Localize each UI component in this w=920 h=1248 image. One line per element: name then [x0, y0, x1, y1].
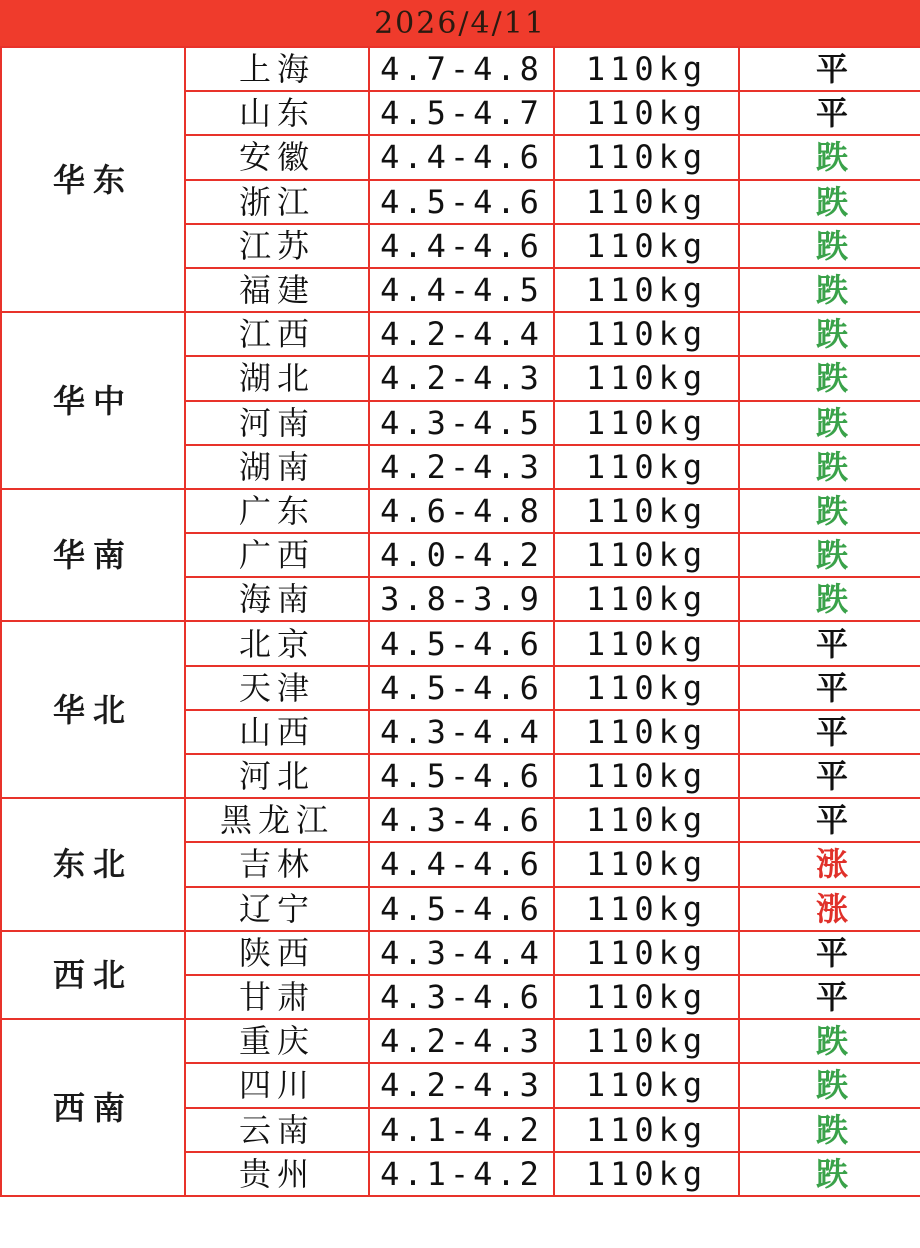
province-cell: 辽宁	[185, 887, 369, 931]
price-range-cell: 4.0-4.2	[369, 533, 554, 577]
province-cell: 浙江	[185, 180, 369, 224]
trend-cell: 涨	[739, 887, 920, 931]
province-cell: 重庆	[185, 1019, 369, 1063]
weight-cell: 110kg	[554, 135, 739, 179]
province-cell: 山东	[185, 91, 369, 135]
trend-cell: 平	[739, 754, 920, 798]
table-row	[1, 1019, 920, 1063]
price-range-cell: 4.3-4.5	[369, 401, 554, 445]
weight-cell: 110kg	[554, 1019, 739, 1063]
region-cell: 西北	[1, 931, 185, 1019]
trend-cell: 跌	[739, 489, 920, 533]
trend-cell: 跌	[739, 533, 920, 577]
province-cell: 山西	[185, 710, 369, 754]
price-range-cell: 4.5-4.6	[369, 180, 554, 224]
trend-cell: 跌	[739, 1152, 920, 1196]
price-range-cell: 4.3-4.6	[369, 798, 554, 842]
price-range-cell: 4.3-4.4	[369, 931, 554, 975]
price-table	[0, 46, 920, 1197]
table-row	[1, 931, 920, 975]
weight-cell: 110kg	[554, 445, 739, 489]
province-cell: 云南	[185, 1108, 369, 1152]
trend-cell: 平	[739, 975, 920, 1019]
price-range-cell: 4.7-4.8	[369, 47, 554, 91]
province-cell: 安徽	[185, 135, 369, 179]
price-range-cell: 4.2-4.3	[369, 1019, 554, 1063]
weight-cell: 110kg	[554, 1152, 739, 1196]
province-cell: 天津	[185, 666, 369, 710]
price-range-cell: 4.1-4.2	[369, 1108, 554, 1152]
trend-cell: 平	[739, 710, 920, 754]
province-cell: 陕西	[185, 931, 369, 975]
trend-cell: 涨	[739, 842, 920, 886]
price-range-cell: 4.5-4.6	[369, 754, 554, 798]
province-cell: 广东	[185, 489, 369, 533]
trend-cell: 跌	[739, 356, 920, 400]
trend-cell: 跌	[739, 401, 920, 445]
province-cell: 广西	[185, 533, 369, 577]
weight-cell: 110kg	[554, 224, 739, 268]
price-range-cell: 4.3-4.4	[369, 710, 554, 754]
weight-cell: 110kg	[554, 842, 739, 886]
trend-cell: 平	[739, 798, 920, 842]
province-cell: 湖南	[185, 445, 369, 489]
trend-cell: 跌	[739, 135, 920, 179]
weight-cell: 110kg	[554, 666, 739, 710]
trend-cell: 跌	[739, 224, 920, 268]
trend-cell: 平	[739, 91, 920, 135]
weight-cell: 110kg	[554, 931, 739, 975]
trend-cell: 跌	[739, 1063, 920, 1107]
price-range-cell: 4.6-4.8	[369, 489, 554, 533]
price-range-cell: 4.4-4.5	[369, 268, 554, 312]
region-cell: 西南	[1, 1019, 185, 1196]
weight-cell: 110kg	[554, 401, 739, 445]
table-row	[1, 621, 920, 665]
province-cell: 四川	[185, 1063, 369, 1107]
weight-cell: 110kg	[554, 47, 739, 91]
price-range-cell: 4.3-4.6	[369, 975, 554, 1019]
table-row	[1, 312, 920, 356]
region-cell: 华南	[1, 489, 185, 622]
trend-cell: 跌	[739, 180, 920, 224]
region-cell: 华北	[1, 621, 185, 798]
weight-cell: 110kg	[554, 798, 739, 842]
weight-cell: 110kg	[554, 710, 739, 754]
table-row	[1, 489, 920, 533]
price-range-cell: 4.1-4.2	[369, 1152, 554, 1196]
province-cell: 福建	[185, 268, 369, 312]
province-cell: 湖北	[185, 356, 369, 400]
trend-cell: 平	[739, 47, 920, 91]
weight-cell: 110kg	[554, 533, 739, 577]
region-cell: 东北	[1, 798, 185, 931]
trend-cell: 跌	[739, 1019, 920, 1063]
price-range-cell: 4.2-4.3	[369, 445, 554, 489]
weight-cell: 110kg	[554, 577, 739, 621]
weight-cell: 110kg	[554, 268, 739, 312]
weight-cell: 110kg	[554, 1108, 739, 1152]
price-table-body	[1, 47, 920, 1196]
trend-cell: 跌	[739, 577, 920, 621]
trend-cell: 跌	[739, 1108, 920, 1152]
province-cell: 北京	[185, 621, 369, 665]
weight-cell: 110kg	[554, 180, 739, 224]
weight-cell: 110kg	[554, 312, 739, 356]
trend-cell: 跌	[739, 268, 920, 312]
weight-cell: 110kg	[554, 356, 739, 400]
weight-cell: 110kg	[554, 91, 739, 135]
province-cell: 吉林	[185, 842, 369, 886]
price-range-cell: 4.2-4.4	[369, 312, 554, 356]
province-cell: 甘肃	[185, 975, 369, 1019]
province-cell: 海南	[185, 577, 369, 621]
date-header	[0, 0, 920, 46]
trend-cell: 平	[739, 931, 920, 975]
province-cell: 江西	[185, 312, 369, 356]
trend-cell: 平	[739, 621, 920, 665]
province-cell: 黑龙江	[185, 798, 369, 842]
province-cell: 江苏	[185, 224, 369, 268]
price-range-cell: 4.4-4.6	[369, 224, 554, 268]
trend-cell: 跌	[739, 312, 920, 356]
price-range-cell: 4.5-4.6	[369, 887, 554, 931]
weight-cell: 110kg	[554, 489, 739, 533]
price-range-cell: 4.4-4.6	[369, 135, 554, 179]
price-range-cell: 3.8-3.9	[369, 577, 554, 621]
weight-cell: 110kg	[554, 1063, 739, 1107]
table-row	[1, 798, 920, 842]
date-title: 2026/4/11	[374, 5, 546, 41]
weight-cell: 110kg	[554, 975, 739, 1019]
province-cell: 上海	[185, 47, 369, 91]
region-cell: 华中	[1, 312, 185, 489]
price-range-cell: 4.2-4.3	[369, 1063, 554, 1107]
trend-cell: 跌	[739, 445, 920, 489]
weight-cell: 110kg	[554, 621, 739, 665]
price-range-cell: 4.5-4.6	[369, 621, 554, 665]
price-range-cell: 4.5-4.7	[369, 91, 554, 135]
weight-cell: 110kg	[554, 887, 739, 931]
price-range-cell: 4.4-4.6	[369, 842, 554, 886]
trend-cell: 平	[739, 666, 920, 710]
weight-cell: 110kg	[554, 754, 739, 798]
province-cell: 河北	[185, 754, 369, 798]
region-cell: 华东	[1, 47, 185, 312]
price-range-cell: 4.2-4.3	[369, 356, 554, 400]
province-cell: 河南	[185, 401, 369, 445]
province-cell: 贵州	[185, 1152, 369, 1196]
table-row	[1, 47, 920, 91]
price-range-cell: 4.5-4.6	[369, 666, 554, 710]
